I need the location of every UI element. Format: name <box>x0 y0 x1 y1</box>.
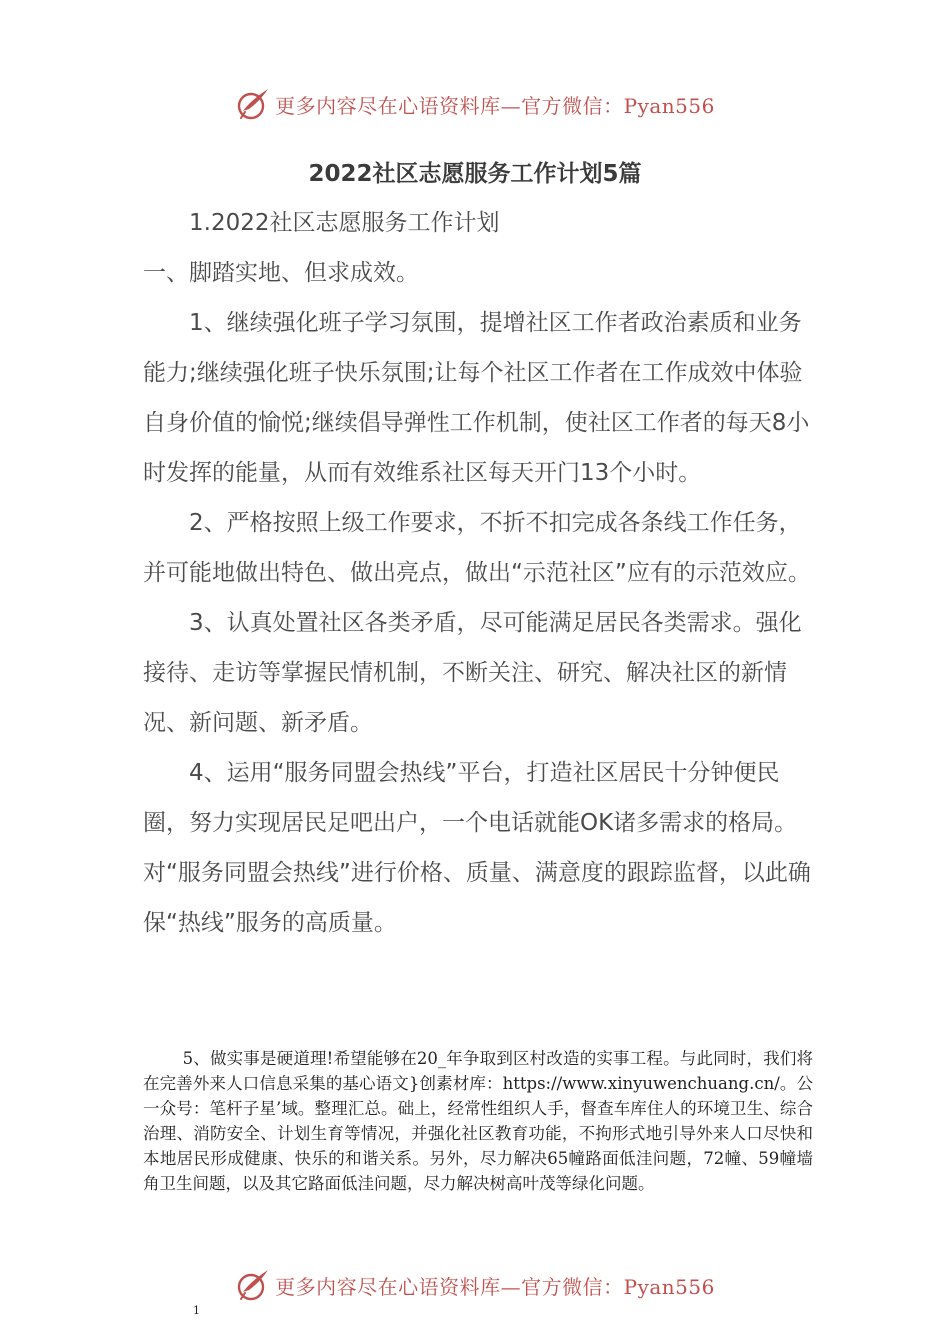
subsection-heading: 一、脚踏实地、但求成效。 <box>143 260 419 286</box>
quill-logo-icon <box>235 86 271 122</box>
paragraph-5-small: 5、做实事是硬道理!希望能够在20_年争取到区村改造的实事工程。与此同时，我们将在完善外来人口信息采集的基心语文}创素材库：https://www.xinyuwenchuang.cn/。公一众号：笔杆子星’域。整理汇总。础上，经常性组织人手，督查车库住人的环境卫生、综合治理、消防安全、计划生育等情况，并强化社区教育功能，不拘形式地引导外来人口尽快和本地居民形成健康、快乐的和谐关系。另外，尽力解决65幢路面低洼问题，72幢、59幢墙角卫生间题，以及其它路面低洼问题，尽力解决树高叶茂等绿化问题。 <box>143 1049 813 1193</box>
section-heading: 1.2022社区志愿服务工作计划 <box>189 210 500 236</box>
footer-banner <box>0 1263 950 1307</box>
paragraph-3: 3、认真处置社区各类矛盾，尽可能满足居民各类需求。强化接待、走访等掌握民情机制，不断关注、研究、解决社区的新情况、新问题、新矛盾。 <box>143 610 802 736</box>
banner-text: 更多内容尽在心语资料库—官方微信：Pyan556 <box>275 1274 715 1299</box>
quill-logo-icon <box>235 1267 271 1303</box>
document-body <box>143 198 813 948</box>
paragraph-1: 1、继续强化班子学习氛围，提增社区工作者政治素质和业务能力;继续强化班子快乐氛围;让每个社区工作者在工作成效中体验自身价值的愉悦;继续倡导弹性工作机制，使社区工作者的每天8小时发挥的能量，从而有效维系社区每天开门13个小时。 <box>143 310 810 486</box>
document-title: 2022社区志愿服务工作计划5篇 <box>308 161 642 187</box>
header-banner <box>0 82 950 126</box>
page-number: 1 <box>193 1304 200 1317</box>
paragraph-4: 4、运用“服务同盟会热线”平台，打造社区居民十分钟便民圈，努力实现居民足吧出户，一个电话就能OK诸多需求的格局。对“服务同盟会热线”进行价格、质量、满意度的跟踪监督，以此确保“热线”服务的高质量。 <box>143 760 811 936</box>
banner-text: 更多内容尽在心语资料库—官方微信：Pyan556 <box>275 93 715 118</box>
paragraph-2: 2、严格按照上级工作要求，不折不扣完成各条线工作任务，并可能地做出特色、做出亮点，做出“示范社区”应有的示范效应。 <box>143 510 811 586</box>
